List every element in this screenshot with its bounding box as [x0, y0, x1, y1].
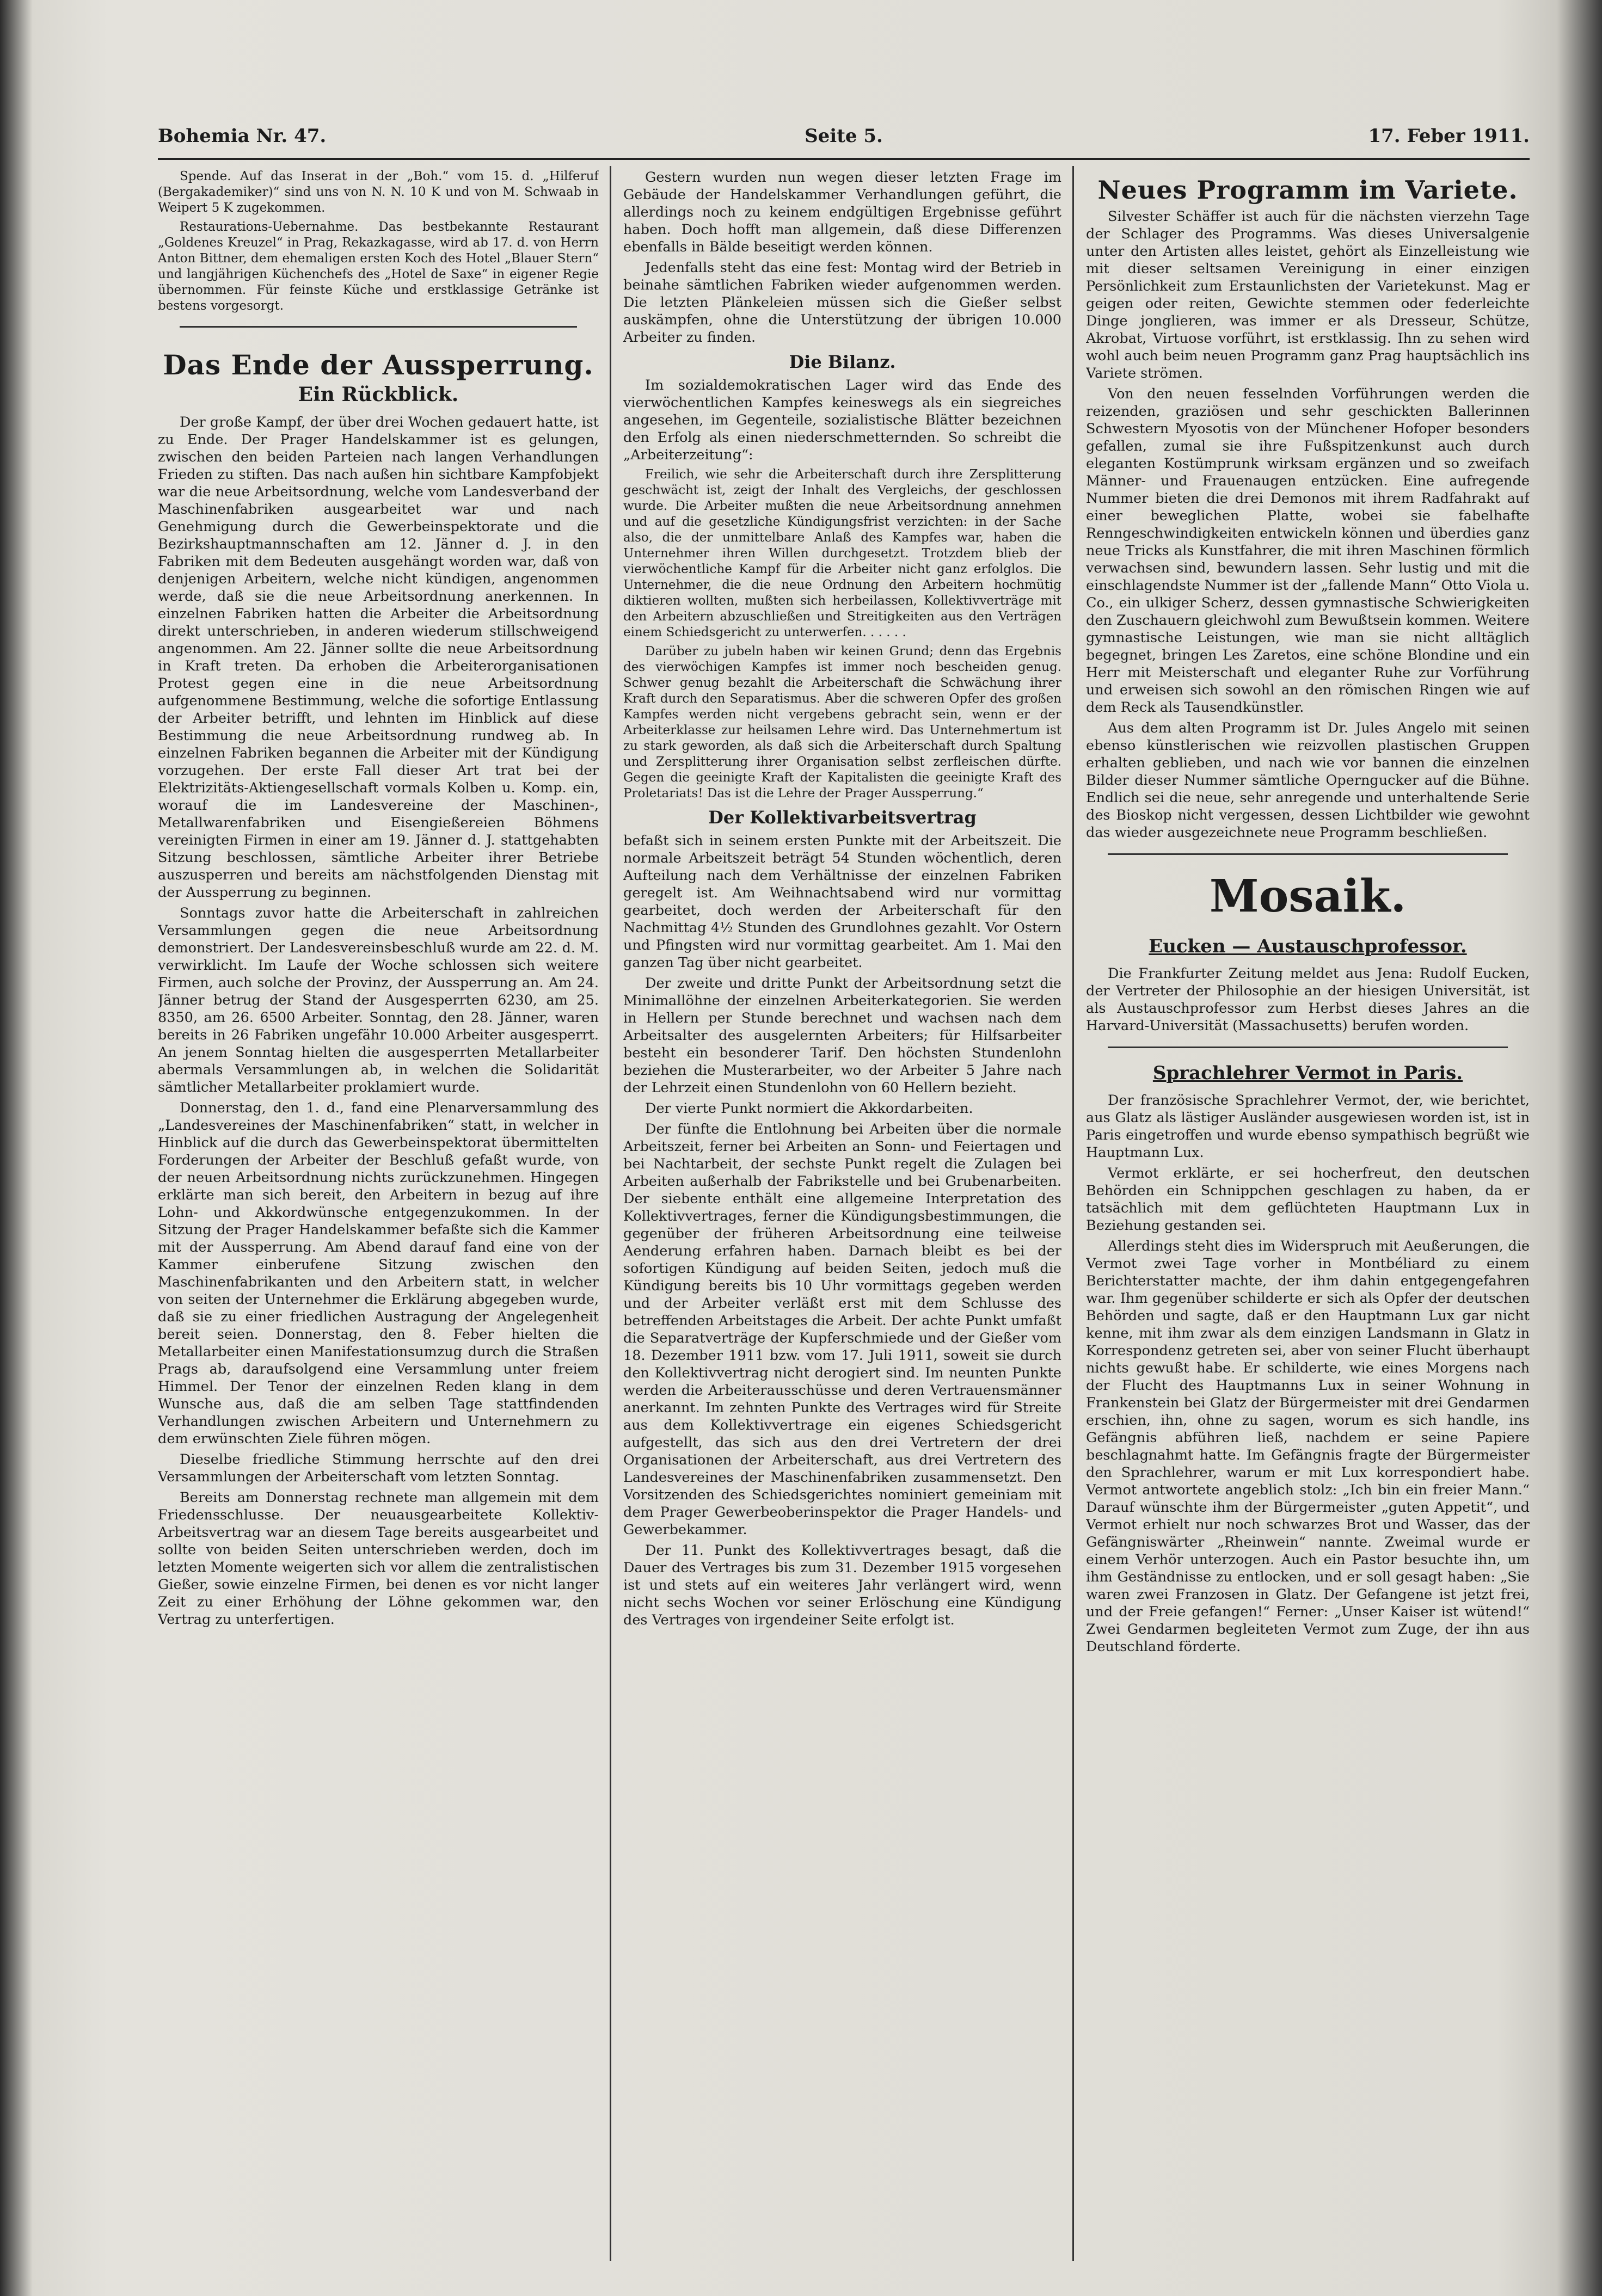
- section-title-mosaik: Mosaik.: [1209, 870, 1407, 922]
- paragraph: Allerdings steht dies im Widerspruch mit Aeußerungen, die Vermot zwei Tage vorher in Montbéliard zu einem Berichterstatter machte, der ihm dahin entgegengefahren war. Ihm gegenüber schilderte er sich als Opfer der deutschen Behörden und sagte, daß er den Hauptmann Lux gar nicht kenne, mit ihm zwar als dem einzigen Landsmann in Glatz in Korrespondenz getreten sei, aber von seiner Flucht überhaupt nichts gewußt habe. Er schilderte, wie eines Morgens nach der Flucht des Hauptmanns Lux in seiner Wohnung in Frankenstein bei Glatz der Bürgermeister mit drei Gendarmen erschien, ihn, ohne zu sagen, worum es sich handle, ins Gefängnis abführen ließ, nachdem er seine Papiere beschlagnahmt hatte. Im Gefängnis fragte der Bürgermeister den Sprachlehrer, warum er mit Lux korrespondiert habe. Vermot antwortete angeblich stolz: „Ich bin ein freier Mann.“ Darauf wünschte ihm der Bürgermeister „guten Appetit“, und Vermot erhielt nur noch schwarzes Brot und Wasser, das der Gefängniswärter „Rheinwein“ nannte. Zweimal wurde er einem Verhör unterzogen. Auch ein Pastor besuchte ihn, um ihm Geständnisse zu entlocken, und er soll gesagt haben: „Sie waren zwei Franzosen in Glatz. Der Gefangene ist jetzt frei, und der Freie gefangen!“ Ferner: „Unser Kaiser ist wütend!“ Zwei Gendarmen begleiteten Vermot zum Zuge, der ihn aus Deutschland förderte.: [1086, 1238, 1530, 1655]
- column-right: [1086, 169, 1530, 2258]
- quote-paragraph: Darüber zu jubeln haben wir keinen Grund; denn das Ergebnis des vierwöchigen Kampfes ist immer noch bescheiden genug. Schwer genug bezahlt die Arbeiterschaft die Schwächung ihrer Kraft durch den Separatismus. Aber die schweren Opfer des großen Kampfes werden nicht vergebens gebracht sein, wenn er der Arbeiterklasse zur heilsamen Lehre wird. Das Unternehmertum ist zu stark geworden, als daß sich die Arbeiterschaft durch Spaltung und Zersplitterung ihrer Organisation selbst zerfleischen dürfte. Gegen die geeinigte Kraft der Kapitalisten die geeinigte Kraft des Proletariats! Das ist die Lehre der Prager Aussperrung.“: [623, 644, 1061, 801]
- paragraph: Der große Kampf, der über drei Wochen gedauert hatte, ist zu Ende. Der Prager Handelskammer ist es gelungen, zwischen den beiden Parteien nach langen Verhandlungen Frieden zu stiften. Das nach außen hin sichtbare Kampfobjekt war die neue Arbeitsordnung, welche vom Landesverband der Maschinenfabriken ausgearbeitet war und nach Genehmigung durch die Gewerbeinspektorate und die Bezirkshauptmannschaften am 12. Jänner d. J. in den Fabriken mit dem Bedeuten ausgehängt worden war, daß von denjenigen Arbeitern, welche nicht kündigen, angenommen werde, daß sie die neue Arbeitsordnung anerkennen. In einzelnen Fabriken hatten die Arbeiter die Arbeitsordnung direkt unterschrieben, in anderen wiederum stillschweigend angenommen. Am 22. Jänner sollte die neue Arbeitsordnung in Kraft treten. Da erhoben die Arbeiterorganisationen Protest gegen eine in die neue Arbeitsordnung aufgenommene Bestimmung, welche die sofortige Entlassung der Arbeiter betrifft, und lehnten im Hinblick auf diese Bestimmung die neue Arbeitsordnung rundweg ab. In einzelnen Fabriken begannen die Arbeiter mit der Kündigung vorzugehen. Der erste Fall dieser Art trat bei der Elektrizitäts-Aktiengesellschaft vormals Kolben u. Komp. ein, worauf die im Landesvereine der Maschinen-, Metallwarenfabriken und Eisengießereien Böhmens vereinigten Firmen in einer am 19. Jänner d. J. stattgehabten Sitzung beschlossen, sämtliche Arbeiter ihrer Betriebe auszusperren und bereits am nächstfolgenden Dienstag mit der Aussperrung zu beginnen.: [158, 414, 599, 901]
- header-issue: Bohemia Nr. 47.: [158, 125, 327, 147]
- paragraph: Von den neuen fesselnden Vorführungen werden die reizenden, graziösen und sehr geschickten Ballerinnen Schwestern Myosotis von der Münchener Hofoper besonders gefallen, zumal sie ihre Fußspitzenkunst auch durch eleganten Kostümprunk wirksam ergänzen und so zweifach Männer- und Frauenaugen entzücken. Eine aufregende Nummer bieten die drei Demonos mit ihrem Radfahrakt auf einer beweglichen Platte, wobei sie fabelhafte Renngeschwindigkeiten entwickeln können und überdies ganz neue Tricks als Kunstfahrer, die mit ihren Maschinen förmlich verwachsen sind, bewundern lassen. Sehr lustig und mit die einschlagendste Nummer ist der „fallende Mann“ Otto Viola u. Co., ein ulkiger Scherz, dessen gymnastische Schwierigkeiten den Zuschauern gleichwohl zum Bewußtsein kommen. Weitere gymnastische Leistungen, wie man sie nicht alltäglich begegnet, bringen Les Zaretos, eine schöne Blondine und ein Herr mit Meisterschaft und eleganter Ruhe zur Vorführung und erweisen sich sowohl an den römischen Ringen wie auf dem Reck als Tausendkünstler.: [1086, 386, 1530, 716]
- paragraph: Der fünfte die Entlohnung bei Arbeiten über die normale Arbeitszeit, ferner bei Arbeiten an Sonn- und Feiertagen und bei Nachtarbeit, der sechste Punkt regelt die Zulagen bei Arbeiten außerhalb der Fabrikstelle und bei Grubenarbeiten. Der siebente enthält eine allgemeine Interpretation des Kollektivvertrages, ferner die Kündigungsbestimmungen, die gegenüber der früheren Arbeitsordnung eine teilweise Aenderung erfahren haben. Darnach bleibt es bei der sofortigen Kündigung auf beiden Seiten, jedoch muß die Kündigung bereits bis 10 Uhr vormittags gegeben werden und der Arbeiter verläßt erst mit dem Schlusse des betreffenden Arbeitstages die Arbeit. Der achte Punkt umfaßt die Separatverträge der Kupferschmiede und der Gießer vom 18. Dezember 1911 bzw. vom 17. Juli 1911, soweit sie durch den Kollektivvertrag nicht derogiert sind. Im neunten Punkte werden die Arbeiterausschüsse und deren Vertrauensmänner anerkannt. Im zehnten Punkte des Vertrages wird für Streite aus dem Kollektivvertrage ein eigenes Schiedsgericht aufgestellt, das sich aus den drei Vertretern der drei Organisationen der Arbeiterschaft, aus drei Vertretern des Landesvereines der Maschinenfabriken zusammensetzt. Den Vorsitzenden des Schiedsgerichtes nominiert gemeiniam mit dem Prager Gewerbeoberinspektor die Prager Handels- und Gewerbekammer.: [623, 1121, 1061, 1538]
- article-title-eucken: Eucken — Austauschprofessor.: [1149, 935, 1467, 957]
- article-title-variete: Neues Programm im Variete.: [1097, 175, 1518, 205]
- separator: [1108, 1047, 1508, 1048]
- column-rule-right: [1072, 166, 1074, 2261]
- article-subtitle-rueckblick: Ein Rückblick.: [298, 383, 459, 406]
- article-title-aussperrung: Das Ende der Aussperrung.: [163, 349, 594, 381]
- column-left: [158, 169, 599, 2258]
- paragraph: Aus dem alten Programm ist Dr. Jules Angelo mit seinen ebenso künstlerischen wie reizvollen plastischen Gruppen erhalten geblieben, und nach wie vor bannen die einzelnen Bilder dieser Nummer sämtliche Operngucker auf die Bühne. Endlich sei die neue, sehr anregende und unterhaltende Serie des Bioskop nicht vergessen, dessen Lichtbilder wie gewohnt das wieder ausgezeichnete neue Programm beschließen.: [1086, 720, 1530, 841]
- column-rule-left: [610, 166, 611, 2261]
- paragraph: Die Frankfurter Zeitung meldet aus Jena: Rudolf Eucken, der Vertreter der Philosophie an der hiesigen Universität, ist als Austauschprofessor zum Herbst dieses Jahres an die Harvard-Universität (Massachusetts) berufen worden.: [1086, 965, 1530, 1034]
- paragraph: Gestern wurden nun wegen dieser letzten Frage im Gebäude der Handelskammer Verhandlungen geführt, die allerdings noch zu keinem endgültigen Ergebnisse geführt haben. Doch hofft man allgemein, daß diese Differenzen ebenfalls in Bälde beseitigt werden können.: [623, 169, 1061, 255]
- paragraph: Der französische Sprachlehrer Vermot, der, wie berichtet, aus Glatz als lästiger Ausländer ausgewiesen worden ist, ist in Paris eingetroffen und wurde ebenso sympathisch begrüßt wie Hauptmann Lux.: [1086, 1092, 1530, 1161]
- paragraph: Der vierte Punkt normiert die Akkordarbeiten.: [645, 1100, 973, 1117]
- separator: [1108, 853, 1508, 855]
- column-middle: [623, 169, 1061, 2258]
- notice-spende: Spende. Auf das Inserat in der „Boh.“ vom 15. d. „Hilferuf (Bergakademiker)“ sind uns von N. N. 10 K und von M. Schwaab in Weipert 5 K zugekommen.: [158, 169, 599, 215]
- paragraph: Bereits am Donnerstag rechnete man allgemein mit dem Friedensschlusse. Der neuausgearbeitete Kollektiv-Arbeitsvertrag war an diesem Tage bereits ausgearbeitet und sollte von beiden Seiten unterschrieben werden, doch im letzten Momente weigerten sich vor allem die zentralistischen Gießer, sowie einzelne Firmen, bei denen es vor nicht langer Zeit zu einer Erhöhung der Löhne gekommen war, den Vertrag zu unterfertigen.: [158, 1489, 599, 1628]
- newspaper-page: [147, 98, 1540, 2269]
- article-title-vermot: Sprachlehrer Vermot in Paris.: [1152, 1062, 1463, 1084]
- paragraph: Dieselbe friedliche Stimmung herrschte auf den drei Versammlungen der Arbeiterschaft vom letzten Sonntag.: [158, 1451, 599, 1485]
- paragraph: Jedenfalls steht das eine fest: Montag wird der Betrieb in beinahe sämtlichen Fabriken wieder aufgenommen werden. Die letzten Plänkeleien müssen sich die Gießer selbst auskämpfen, ohne die Unterstützung der übrigen 10.000 Arbeiter zu finden.: [623, 260, 1061, 346]
- paragraph: Im sozialdemokratischen Lager wird das Ende des vierwöchentlichen Kampfes keineswegs als ein siegreiches angesehen, im Gegenteile, sozialistische Blätter bezeichnen den Erfolg als einen niederschmetternden. So schreibt die „Arbeiterzeitung“:: [623, 377, 1061, 463]
- paragraph: Donnerstag, den 1. d., fand eine Plenarversammlung des „Landesvereines der Maschinenfabriken“ statt, in welcher in Hinblick auf die durch das Gewerbeinspektorat übermittelten Forderungen der Arbeiter der Beschluß gefaßt wurde, von der neuen Arbeitsordnung nichts zurückzunehmen. Hingegen erklärte man sich bereit, den Arbeitern in bezug auf ihre Lohn- und Akkordwünsche entgegenzukommen. In der Sitzung der Prager Handelskammer befaßte sich die Kammer mit der Aussperrung. Am Abend darauf fand eine von der Kammer einberufene Sitzung zwischen den Maschinenfabrikanten und den Arbeitern statt, in welcher von seiten der Unternehmer die Erklärung abgegeben wurde, daß sie zu einer friedlichen Austragung der Angelegenheit bereit seien. Donnerstag, den 8. Feber hielten die Metallarbeiter einen Manifestationsumzug durch die Straßen Prags ab, daraufsolgend eine Versammlung unter freiem Himmel. Der Tenor der einzelnen Reden klang in dem Wunsche aus, daß die am selben Tage stattfindenden Verhandlungen zwischen Arbeitern und Unternehmern zu dem erwünschten Ziele führen mögen.: [158, 1100, 599, 1447]
- header-page-number: Seite 5.: [805, 125, 883, 147]
- header-date: 17. Feber 1911.: [1368, 125, 1530, 147]
- paragraph: Sonntags zuvor hatte die Arbeiterschaft in zahlreichen Versammlungen gegen die neue Arbeitsordnung demonstriert. Der Landesvereinsbeschluß wurde am 22. d. M. verwirklicht. Im Laufe der Woche schlossen sich weitere Firmen, auch solche der Provinz, der Aussperrung an. Am 24. Jänner betrug der Stand der Ausgesperrten 6230, am 25. 8350, am 26. 6500 Arbeiter. Sonntag, den 28. Jänner, waren bereits in 26 Fabriken ungefähr 10.000 Arbeiter ausgesperrt. An jenem Sonntag hielten die ausgesperrten Metallarbeiter abermals Versammlungen ab, in welchen die Solidarität sämtlicher Metallarbeiter proklamiert wurde.: [158, 905, 599, 1095]
- paragraph: Der 11. Punkt des Kollektivvertrages besagt, daß die Dauer des Vertrages bis zum 31. Dezember 1915 vorgesehen ist und stets auf ein weiteres Jahr verlängert wird, wenn nicht sechs Wochen vor seiner Erlöschung eine Kündigung des Vertrages von irgendeiner Seite erfolgt ist.: [623, 1542, 1061, 1628]
- paragraph: Der zweite und dritte Punkt der Arbeitsordnung setzt die Minimallöhne der einzelnen Arbeiterkategorien. Sie werden in Hellern per Stunde berechnet und wachsen nach dem Arbeitsalter des ausgelernten Arbeiters; für Hilfsarbeiter besteht ein besonderer Tarif. Den höchsten Stundenlohn beziehen die Musterarbeiter, wo der Arbeiter 5 Jahre nach der Lehrzeit einen Stundenlohn von 60 Hellern bezieht.: [623, 975, 1061, 1096]
- section-heading-bilanz: Die Bilanz.: [789, 352, 896, 372]
- quote-paragraph: Freilich, wie sehr die Arbeiterschaft durch ihre Zersplitterung geschwächt ist, zeigt der Inhalt des Vergleichs, der geschlossen wurde. Die Arbeiter mußten die neue Arbeitsordnung annehmen und auf die gesetzliche Kündigungsfrist verzichten: in der Sache also, die der unmittelbare Anlaß des Kampfes war, haben die Unternehmer ihren Willen durchgesetzt. Trotzdem blieb der vierwöchentliche Kampf für die Arbeiter nicht ganz erfolglos. Die Unternehmer, die die neue Ordnung den Arbeitern hochmütig diktieren wollten, mußten sich herbeilassen, Kollektivverträge mit den Arbeitern abzuschließen und Streitigkeiten aus den Verträgen einem Schiedsgericht zu unterwerfen. . . . . .: [623, 467, 1061, 639]
- paragraph: befaßt sich in seinem ersten Punkte mit der Arbeitszeit. Die normale Arbeitszeit beträgt 54 Stunden wöchentlich, deren Aufteilung nach dem Verhältnisse der einzelnen Fabriken geregelt ist. Am Weihnachtsabend wird nur vormittag gearbeitet, doch werden der Arbeiterschaft für den Nachmittag 4½ Stunden des Grundlohnes gezahlt. Vor Ostern und Pfingsten wird nur vormittag gearbeitet. Am 1. Mai den ganzen Tag über nicht gearbeitet.: [623, 833, 1061, 971]
- section-heading-kollektivvertrag: Der Kollektivarbeitsvertrag: [708, 807, 977, 828]
- paragraph: Vermot erklärte, er sei hocherfreut, den deutschen Behörden ein Schnippchen geschlagen zu haben, da er tatsächlich mit dem geflüchteten Hauptmann Lux in Beziehung gestanden sei.: [1086, 1165, 1530, 1234]
- notice-restaurant: Restaurations-Uebernahme. Das bestbekannte Restaurant „Goldenes Kreuzel“ in Prag, Rekazkagasse, wird ab 17. d. von Herrn Anton Bittner, dem ehemaligen ersten Koch des Hotel „Blauer Stern“ und langjährigen Küchenchefs des „Hotel de Saxe“ in eigener Regie übernommen. Für feinste Küche und erstklassige Getränke ist bestens vorgesorgt.: [158, 220, 599, 313]
- paragraph: Silvester Schäffer ist auch für die nächsten vierzehn Tage der Schlager des Programms. Was dieses Universalgenie unter den Artisten alles leistet, gehört als Einzelleistung wie mit dieser seltsamen Vereinigung in einer einzigen Persönlichkeit zum Erstaunlichsten der Varietekunst. Mag er geigen oder reiten, Gewichte stemmen oder federleichte Dinge jonglieren, was immer er als Dresseur, Schütze, Akrobat, Virtuose vorführt, ist erstklassig. Ihn zu sehen wird wohl auch beim neuen Programm ganz Prag hauptsächlich ins Variete strömen.: [1086, 208, 1530, 381]
- page-header: [158, 125, 1530, 160]
- separator: [180, 326, 577, 328]
